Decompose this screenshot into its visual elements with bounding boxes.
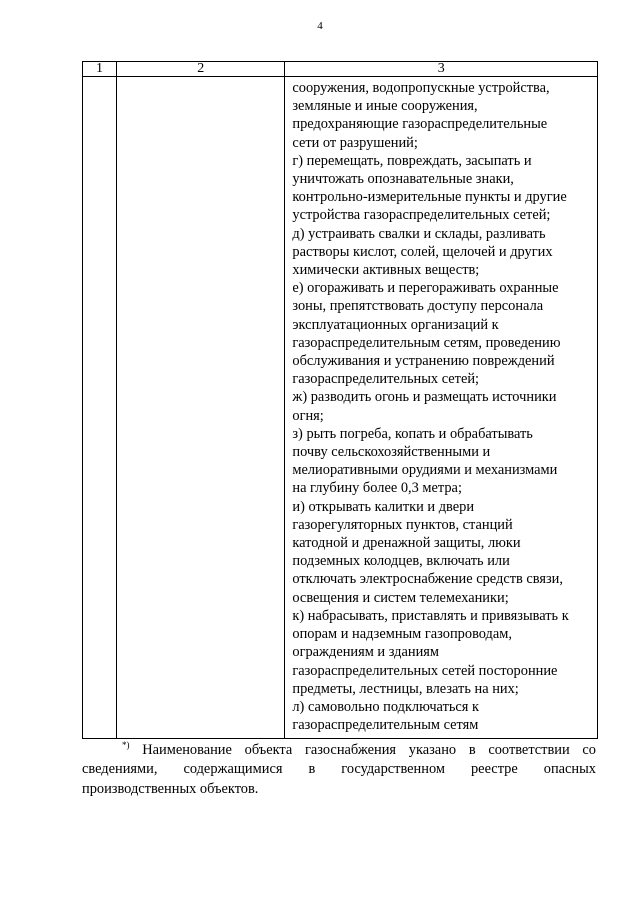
text-line: катодной и дренажной защиты, люки: [292, 535, 521, 552]
text-line: устройства газораспределительных сетей;: [292, 207, 551, 224]
text-line: сооружения, водопропускные устройства,: [292, 80, 550, 96]
table-row: [83, 77, 598, 739]
text-line: почву сельскохозяйственными и: [292, 444, 491, 461]
text-line: газораспределительных сетей;: [292, 371, 480, 388]
text-line: газорегуляторных пунктов, станций: [292, 516, 513, 533]
text-line: обслуживания и устранению повреждений: [292, 353, 555, 370]
column-header-3: 3: [285, 62, 598, 77]
text-line: химически активных веществ;: [292, 262, 480, 279]
text-line: мелиоративными орудиями и механизмами: [292, 462, 558, 479]
text-line: отключать электроснабжение средств связи,: [292, 571, 563, 588]
text-line: к) набрасывать, приставлять и привязывать к: [292, 607, 569, 624]
text-line: газораспределительных сетей посторонние: [292, 662, 558, 679]
footnote-marker: *): [122, 740, 130, 750]
text-line: контрольно-измерительные пункты и другие: [292, 189, 567, 206]
text-line: предметы, лестницы, влезать на них;: [292, 680, 519, 697]
table-cell-col1: [83, 77, 117, 739]
footnote-text-1: Наименование объекта газоснабжения указано в соответствии со: [142, 742, 596, 758]
text-line: л) самовольно подключаться к: [292, 698, 480, 715]
text-line: подземных колодцев, включать или: [292, 553, 510, 570]
table-cell-col3: [285, 77, 598, 739]
text-line: е) огораживать и перегораживать охранные: [292, 280, 559, 297]
text-line: предохраняющие газораспределительные: [292, 116, 548, 133]
text-line: и) открывать калитки и двери: [292, 498, 475, 515]
text-line: опорам и надземным газопроводам,: [292, 626, 512, 643]
text-line: д) устраивать свалки и склады, разливать: [292, 225, 546, 242]
text-line: газораспределительным сетям: [292, 717, 479, 734]
text-line: г) перемещать, повреждать, засыпать и: [292, 152, 532, 169]
column-header-2: 2: [117, 62, 285, 77]
text-line: уничтожать опознавательные знаки,: [292, 171, 514, 188]
text-line: ж) разводить огонь и размещать источники: [292, 389, 557, 406]
text-line: огня;: [292, 407, 324, 424]
text-line: на глубину более 0,3 метра;: [292, 480, 462, 497]
table-cell-col2: [117, 77, 285, 739]
footnote-line-1: [82, 741, 596, 760]
text-line: сети от разрушений;: [292, 134, 418, 151]
text-line: освещения и систем телемеханики;: [292, 589, 509, 606]
text-line: растворы кислот, солей, щелочей и других: [292, 243, 553, 260]
text-line: ограждениям и зданиям: [292, 644, 439, 661]
text-line: эксплуатационных организаций к: [292, 316, 499, 333]
table-header-row: [83, 62, 598, 77]
page-number: 4: [317, 20, 323, 32]
footnote-line-2: сведениями, содержащимися в государственном реестре опасных: [82, 761, 596, 778]
footnote: [82, 741, 596, 799]
column-header-1: 1: [83, 62, 117, 77]
footnote-line-3: производственных объектов.: [82, 780, 259, 797]
text-line: земляные и иные сооружения,: [292, 98, 478, 115]
text-line: зоны, препятствовать доступу персонала: [292, 298, 544, 315]
text-line: з) рыть погреба, копать и обрабатывать: [292, 425, 533, 442]
text-line: газораспределительным сетям, проведению: [292, 334, 561, 351]
document-table: [82, 61, 598, 739]
